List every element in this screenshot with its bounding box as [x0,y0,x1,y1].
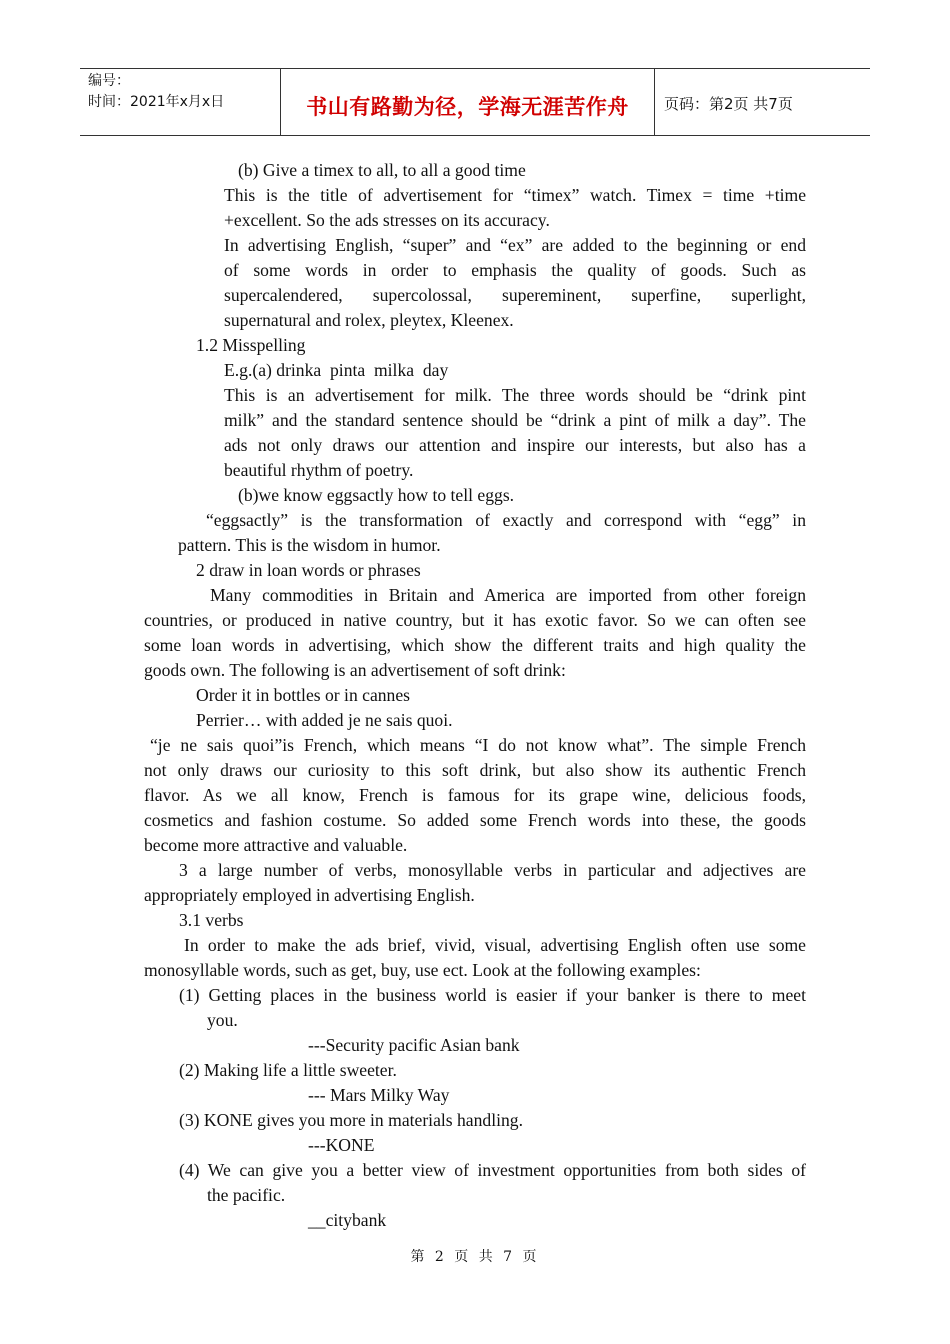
text-line: not only draws our curiosity to this soft drink, but also show its authentic French [144,760,806,780]
text-line: E.g.(a) drinka pinta milka day [224,360,449,380]
text-line: of some words in order to emphasis the quality of goods. Such as [224,260,806,280]
section-heading: 3.1 verbs [179,910,244,930]
page-header [80,68,870,136]
text-line: ads not only draws our attention and inspire our interests, but also has a [224,435,806,455]
header-time-label: 时间：2021年x月x日 [88,94,225,110]
text-line: In order to make the ads brief, vivid, visual, advertising English often use some [184,935,806,955]
text-line: “je ne sais quoi”is French, which means “I do not know what”. The simple French [150,735,806,755]
text-line: milk” and the standard sentence should be “drink a pint of milk a day”. The [224,410,806,430]
page-footer: 第 2 页 共 7 页 [410,1249,540,1265]
section-heading: 3 a large number of verbs, monosyllable verbs in particular and adjectives are [179,860,806,880]
text-line: In advertising English, “super” and “ex” are added to the beginning or end [224,235,806,255]
list-item-continuation: the pacific. [207,1185,286,1205]
text-line: supernatural and rolex, pleytex, Kleenex. [224,310,514,330]
section-heading: 2 draw in loan words or phrases [196,560,421,580]
text-line: (b) Give a timex to all, to all a good time [238,160,526,180]
list-item-continuation: you. [207,1010,238,1030]
text-line: some loan words in advertising, which show the different traits and high quality the [144,635,806,655]
header-divider [654,69,655,135]
list-item-attribution: ---Security pacific Asian bank [308,1035,520,1055]
list-item: (1) Getting places in the business world is easier if your banker is there to meet [179,985,806,1005]
list-item: (4) We can give you a better view of investment opportunities from both sides of [179,1160,806,1180]
text-line: (b)we know eggsactly how to tell eggs. [238,485,515,505]
header-motto: 书山有路勤为径，学海无涯苦作舟 [306,95,629,119]
text-line: cosmetics and fashion costume. So added some French words into these, the goods [144,810,806,830]
text-line: flavor. As we all know, French is famous for its grape wine, delicious foods, [144,785,806,805]
text-line: become more attractive and valuable. [144,835,408,855]
text-line: +excellent. So the ads stresses on its accuracy. [224,210,550,230]
text-line: pattern. This is the wisdom in humor. [178,535,441,555]
text-line: goods own. The following is an advertisement of soft drink: [144,660,566,680]
header-number-label: 编号： [88,73,130,89]
text-line: monosyllable words, such as get, buy, use ect. Look at the following examples: [144,960,701,980]
text-line: supercalendered, supercolossal, supereminent, superfine, superlight, [224,285,806,305]
text-line: Many commodities in Britain and America are imported from other foreign [210,585,806,605]
text-line: Perrier… with added je ne sais quoi. [196,710,453,730]
text-line: This is an advertisement for milk. The three words should be “drink pint [224,385,806,405]
list-item: (2) Making life a little sweeter. [179,1060,397,1080]
header-page-info: 页码：第2页 共7页 [664,95,793,113]
text-line: appropriately employed in advertising English. [144,885,475,905]
text-line: Order it in bottles or in cannes [196,685,411,705]
list-item-attribution: ---KONE [308,1135,375,1155]
list-item: (3) KONE gives you more in materials handling. [179,1110,523,1130]
text-line: countries, or produced in native country, but it has exotic favor. So we can often see [144,610,806,630]
section-heading: 1.2 Misspelling [196,335,306,355]
text-line: This is the title of advertisement for “timex” watch. Timex = time +time [224,185,806,205]
text-line: “eggsactly” is the transformation of exactly and correspond with “egg” in [206,510,806,530]
list-item-attribution: --- Mars Milky Way [308,1085,450,1105]
list-item-attribution: __citybank [308,1210,387,1230]
header-info [88,71,224,113]
text-line: beautiful rhythm of poetry. [224,460,414,480]
